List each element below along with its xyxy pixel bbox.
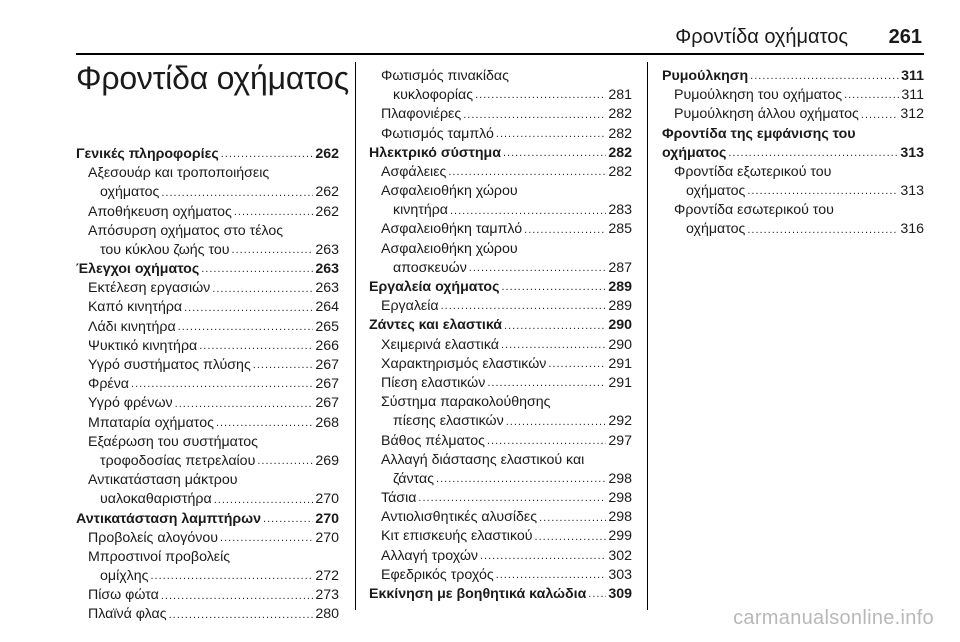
toc-page-number: 297 <box>608 432 632 449</box>
toc-section-row <box>662 125 924 144</box>
dot-leader <box>506 417 607 429</box>
toc-page-number: 311 <box>901 87 924 104</box>
toc-page-number: 272 <box>315 568 339 585</box>
dot-leader <box>448 167 606 179</box>
toc-entry-title: Μπροστινοί προβολείς <box>88 548 231 565</box>
dot-leader <box>418 493 606 505</box>
toc-entry-row <box>369 374 632 393</box>
toc-entry-title: Αντιολισθητικές αλυσίδες <box>381 509 538 526</box>
toc-entry-title: Βάθος πέλματος <box>381 432 485 449</box>
toc-entry-row <box>369 182 632 201</box>
toc-page-number: 299 <box>608 528 632 545</box>
toc-entry-title: ζάντας <box>393 470 435 487</box>
dot-leader <box>216 418 313 430</box>
toc-entry-title: Προβολείς αλογόνου <box>88 529 219 546</box>
dot-leader <box>747 186 898 198</box>
toc-entry-row <box>76 529 339 548</box>
dot-leader <box>588 589 606 601</box>
toc-entry-title: Σύστημα παρακολούθησης <box>381 394 551 411</box>
dot-leader <box>496 129 606 141</box>
toc-entry-title: Αποθήκευση οχήματος <box>88 203 232 220</box>
toc-entry-row <box>76 164 339 183</box>
toc-entry-title: Φροντίδα εξωτερικού του <box>674 163 832 180</box>
dot-leader <box>201 264 313 276</box>
toc-entry-title: Πίσω φώτα <box>88 587 159 604</box>
toc-page-number: 312 <box>900 106 924 123</box>
toc-entry-row <box>76 375 339 394</box>
toc-page-number: 265 <box>315 318 339 335</box>
toc-entry-title: Εξαέρωση του συστήματος <box>88 433 258 450</box>
toc-entry-row <box>76 356 339 375</box>
toc-entry-row <box>369 528 632 547</box>
toc-entry-row <box>76 433 339 452</box>
toc-entry-title: Αντικατάσταση μάκτρου <box>88 472 238 489</box>
toc-entry-title: Φωτισμός ταμπλό <box>381 125 494 142</box>
toc-column-1 <box>76 145 339 625</box>
toc-entry-row <box>76 318 339 337</box>
toc-page-number: 262 <box>315 203 339 220</box>
toc-page-number: 292 <box>608 413 632 430</box>
toc-entry-title: οχήματος <box>100 184 160 201</box>
toc-entry-title: Υγρό συστήματος πλύσης <box>88 357 251 374</box>
dot-leader <box>263 514 313 526</box>
toc-page-number: 269 <box>315 452 339 469</box>
toc-entry-title: Ασφαλειοθήκη χώρου <box>381 183 518 200</box>
toc-entry-title: Εφεδρικός τροχός <box>381 566 494 583</box>
dot-leader <box>450 206 606 218</box>
chapter-title: Φροντίδα οχήματος <box>76 60 349 96</box>
toc-page-number: 291 <box>608 374 632 391</box>
toc-entry-row <box>76 337 339 356</box>
dot-leader <box>220 533 313 545</box>
toc-page-number: 313 <box>900 144 924 161</box>
toc-entry-row <box>369 412 632 431</box>
dot-leader <box>535 532 607 544</box>
toc-section-title: Ηλεκτρικό σύστημα <box>369 144 501 161</box>
column-divider <box>647 62 648 610</box>
toc-entry-title: Πλαφονιέρες <box>381 106 462 123</box>
dot-leader <box>232 245 314 257</box>
dot-leader <box>212 284 313 296</box>
toc-page-number: 290 <box>608 317 632 334</box>
toc-column-2 <box>369 67 632 604</box>
toc-page-number: 311 <box>901 67 924 84</box>
toc-entry-title: Μπαταρία οχήματος <box>88 414 214 431</box>
toc-page-number: 283 <box>608 202 632 219</box>
dot-leader <box>214 495 314 507</box>
dot-leader <box>234 207 313 219</box>
dot-leader <box>747 225 898 237</box>
dot-leader <box>161 188 313 200</box>
toc-entry-row <box>76 279 339 298</box>
page-number: 261 <box>888 26 922 48</box>
toc-entry-title: Ρυμούλκηση άλλου οχήματος <box>674 106 859 123</box>
toc-section-title: Φροντίδα της εμφάνισης του <box>662 125 856 142</box>
toc-entry-title: οχήματος <box>686 183 746 200</box>
toc-page-number: 290 <box>608 336 632 353</box>
toc-page-number: 267 <box>315 376 339 393</box>
toc-entry-title: Ασφάλειες <box>381 163 447 180</box>
toc-entry-row <box>369 86 632 105</box>
toc-entry-title: ομίχλης <box>100 568 149 585</box>
toc-entry-title: Φωτισμός πινακίδας <box>381 67 509 84</box>
toc-entry-row <box>369 566 632 585</box>
toc-page-number: 303 <box>608 566 632 583</box>
toc-page-number: 262 <box>315 145 339 162</box>
dot-leader <box>501 340 606 352</box>
toc-page-number: 302 <box>608 547 632 564</box>
toc-entry-row <box>662 221 924 240</box>
toc-entry-row <box>76 567 339 586</box>
toc-entry-row <box>369 105 632 124</box>
toc-entry-title: Αξεσουάρ και τροποποιήσεις <box>88 165 270 182</box>
toc-entry-title: Υγρό φρένων <box>88 395 173 412</box>
toc-page-number: 270 <box>315 510 339 527</box>
toc-entry-title: Εκτέλεση εργασιών <box>88 280 211 297</box>
dot-leader <box>436 474 606 486</box>
toc-entry-row <box>76 606 339 625</box>
dot-leader <box>441 301 607 313</box>
dot-leader <box>503 148 606 160</box>
toc-entry-title: κινητήρα <box>393 202 448 219</box>
toc-page-number: 316 <box>900 221 924 238</box>
toc-entry-row <box>76 548 339 567</box>
dot-leader <box>861 110 898 122</box>
toc-entry-row <box>76 203 339 222</box>
watermark: carmanualsonline.info <box>733 607 934 629</box>
toc-entry-row <box>76 490 339 509</box>
toc-entry-row <box>76 241 339 260</box>
dot-leader <box>496 570 607 582</box>
toc-entry-title: πίεσης ελαστικών <box>393 413 504 430</box>
running-header-title: Φροντίδα οχήματος <box>675 26 848 48</box>
toc-page-number: 263 <box>315 280 339 297</box>
toc-page-number: 264 <box>315 299 339 316</box>
dot-leader <box>131 379 313 391</box>
dot-leader <box>487 378 606 390</box>
dot-leader <box>169 610 314 622</box>
toc-entry-row <box>369 259 632 278</box>
toc-page-number: 309 <box>608 586 632 603</box>
toc-page-number: 289 <box>608 279 632 296</box>
toc-entry-title: Κιτ επισκευής ελαστικού <box>381 528 533 545</box>
toc-section-row <box>76 260 339 279</box>
toc-entry-title: Τάσια <box>381 490 417 507</box>
toc-entry-row <box>662 201 924 220</box>
toc-page-number: 281 <box>608 87 632 104</box>
toc-entry-row <box>369 451 632 470</box>
dot-leader <box>469 263 607 275</box>
dot-leader <box>539 513 606 525</box>
dot-leader <box>151 571 314 583</box>
toc-entry-title: Φρένα <box>88 376 130 393</box>
dot-leader <box>161 591 313 603</box>
toc-entry-title: Ρυμούλκηση του οχήματος <box>674 87 843 104</box>
toc-section-row <box>369 585 632 604</box>
dot-leader <box>728 148 898 160</box>
dot-leader <box>221 149 314 161</box>
toc-page-number: 267 <box>315 357 339 374</box>
dot-leader <box>184 303 313 315</box>
toc-entry-row <box>369 489 632 508</box>
toc-page-number: 282 <box>608 125 632 142</box>
toc-entry-row <box>76 299 339 318</box>
toc-entry-row <box>369 201 632 220</box>
toc-entry-row <box>369 221 632 240</box>
dot-leader <box>199 341 313 353</box>
toc-page-number: 280 <box>315 606 339 623</box>
toc-page-number: 263 <box>315 261 339 278</box>
toc-page-number: 285 <box>608 221 632 238</box>
toc-entry-title: υαλοκαθαριστήρα <box>100 491 212 508</box>
dot-leader <box>501 282 606 294</box>
toc-page-number: 270 <box>315 491 339 508</box>
toc-page-number: 282 <box>608 163 632 180</box>
dot-leader <box>524 225 606 237</box>
toc-entry-title: Φροντίδα εσωτερικού του <box>674 202 834 219</box>
toc-entry-row <box>662 163 924 182</box>
toc-entry-title: Απόσυρση οχήματος στο τέλος <box>88 222 284 239</box>
toc-entry-row <box>76 183 339 202</box>
toc-page-number: 268 <box>315 414 339 431</box>
toc-section-row <box>76 145 339 164</box>
toc-entry-title: Καπό κινητήρα <box>88 299 183 316</box>
toc-section-row <box>369 316 632 335</box>
dot-leader <box>504 321 606 333</box>
toc-entry-title: κυκλοφορίας <box>393 87 474 104</box>
toc-section-title: Ρυμούλκηση <box>662 67 749 84</box>
dot-leader <box>487 436 606 448</box>
dot-leader <box>750 71 899 83</box>
toc-section-row <box>76 510 339 529</box>
toc-section-title: οχήματος <box>662 144 727 161</box>
dot-leader <box>257 456 313 468</box>
toc-entry-row <box>369 355 632 374</box>
dot-leader <box>548 359 606 371</box>
toc-page-number: 270 <box>315 529 339 546</box>
toc-entry-row <box>369 163 632 182</box>
toc-entry-title: τροφοδοσίας πετρελαίου <box>100 452 256 469</box>
toc-entry-title: του κύκλου ζωής του <box>100 241 230 258</box>
toc-page-number: 298 <box>608 470 632 487</box>
toc-section-title: Γενικές πληροφορίες <box>76 145 219 162</box>
toc-entry-row <box>369 470 632 489</box>
toc-entry-title: Αλλαγή διάστασης ελαστικού και <box>381 451 585 468</box>
toc-entry-title: Πλαϊνά φλας <box>88 606 167 623</box>
toc-entry-row <box>369 297 632 316</box>
toc-entry-title: Χαρακτηρισμός ελαστικών <box>381 355 547 372</box>
toc-page-number: 287 <box>608 259 632 276</box>
toc-entry-row <box>369 336 632 355</box>
toc-entry-row <box>369 393 632 412</box>
dot-leader <box>253 360 314 372</box>
toc-entry-row <box>76 394 339 413</box>
toc-page-number: 266 <box>315 337 339 354</box>
toc-page-number: 273 <box>315 587 339 604</box>
toc-page-number: 263 <box>315 241 339 258</box>
toc-section-title: Ζάντες και ελαστικά <box>369 317 503 334</box>
toc-page-number: 298 <box>608 509 632 526</box>
toc-entry-row <box>662 105 924 124</box>
toc-column-3 <box>662 67 924 240</box>
toc-section-title: Αντικατάσταση λαμπτήρων <box>76 510 262 527</box>
toc-entry-row <box>662 182 924 201</box>
dot-leader <box>844 90 899 102</box>
toc-entry-title: Αλλαγή τροχών <box>381 547 478 564</box>
dot-leader <box>463 110 606 122</box>
toc-entry-title: Χειμερινά ελαστικά <box>381 336 499 353</box>
toc-entry-row <box>369 125 632 144</box>
toc-entry-title: Πίεση ελαστικών <box>381 374 486 391</box>
toc-page-number: 267 <box>315 395 339 412</box>
toc-entry-title: Ψυκτικό κινητήρα <box>88 337 198 354</box>
toc-entry-title: Ασφαλειοθήκη χώρου <box>381 240 518 257</box>
toc-entry-row <box>369 240 632 259</box>
toc-page-number: 282 <box>608 106 632 123</box>
toc-section-row <box>662 67 924 86</box>
toc-entry-row <box>369 547 632 566</box>
toc-entry-title: Εργαλεία <box>381 298 439 315</box>
toc-entry-title: οχήματος <box>686 221 746 238</box>
toc-entry-row <box>76 222 339 241</box>
toc-entry-row <box>76 414 339 433</box>
toc-section-title: Εκκίνηση με βοηθητικά καλώδια <box>369 586 587 603</box>
dot-leader <box>175 399 314 411</box>
toc-page-number: 282 <box>608 144 632 161</box>
toc-entry-row <box>76 586 339 605</box>
toc-entry-row <box>369 508 632 527</box>
dot-leader <box>480 551 606 563</box>
toc-entry-row <box>76 471 339 490</box>
toc-entry-row <box>662 86 924 105</box>
toc-page-number: 313 <box>900 183 924 200</box>
column-divider <box>355 62 356 610</box>
dot-leader <box>178 322 314 334</box>
toc-page-number: 298 <box>608 490 632 507</box>
toc-section-row <box>369 144 632 163</box>
toc-entry-title: Ασφαλειοθήκη ταμπλό <box>381 221 523 238</box>
dot-leader <box>475 90 606 102</box>
toc-section-title: Έλεγχοι οχήματος <box>76 261 200 278</box>
toc-section-row <box>662 144 924 163</box>
header-rule <box>76 53 924 55</box>
toc-entry-title: Λάδι κινητήρα <box>88 318 176 335</box>
toc-section-row <box>369 278 632 297</box>
toc-entry-row <box>76 452 339 471</box>
toc-entry-row <box>369 432 632 451</box>
toc-section-title: Εργαλεία οχήματος <box>369 279 500 296</box>
toc-page-number: 291 <box>608 355 632 372</box>
toc-page-number: 289 <box>608 298 632 315</box>
toc-page-number: 262 <box>315 184 339 201</box>
toc-entry-title: αποσκευών <box>393 259 467 276</box>
toc-entry-row <box>369 67 632 86</box>
